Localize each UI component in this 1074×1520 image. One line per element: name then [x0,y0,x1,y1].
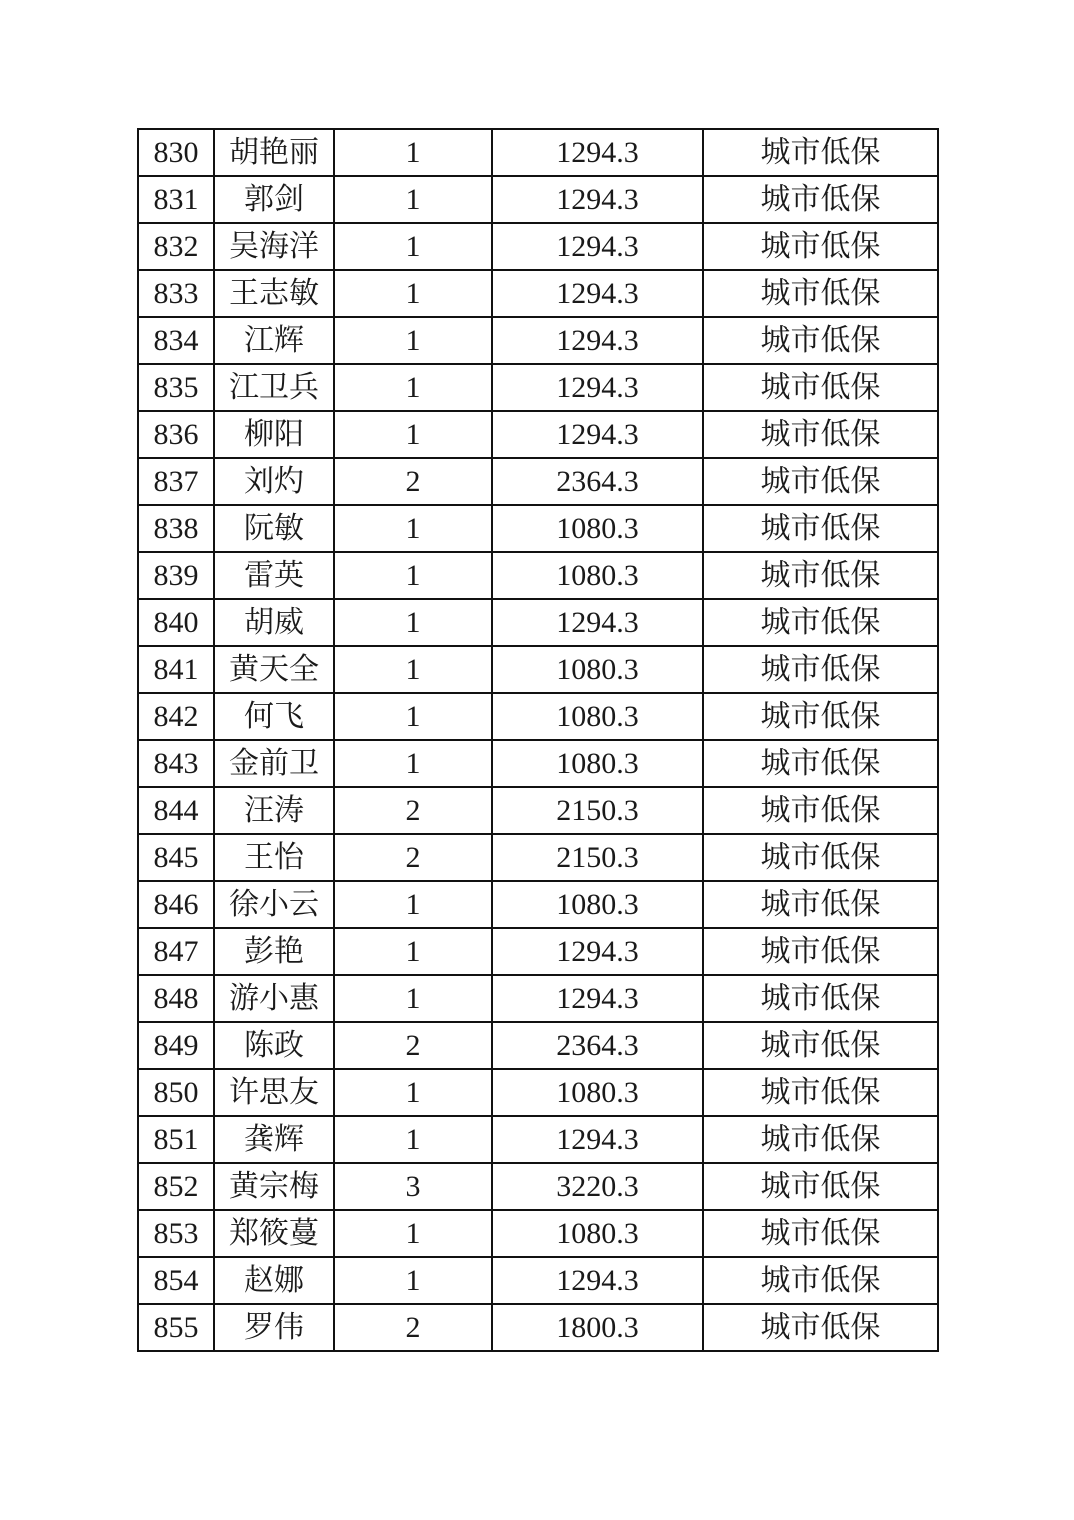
cell-row-number: 847 [138,928,214,975]
cell-name: 柳阳 [214,411,334,458]
cell-amount: 2364.3 [492,458,703,505]
cell-amount: 2364.3 [492,1022,703,1069]
cell-name: 游小惠 [214,975,334,1022]
cell-name: 王志敏 [214,270,334,317]
cell-category: 城市低保 [703,176,938,223]
cell-amount: 1080.3 [492,646,703,693]
cell-amount: 1294.3 [492,599,703,646]
table-row [138,317,938,364]
table-row [138,223,938,270]
cell-person-count: 1 [334,270,492,317]
cell-row-number: 843 [138,740,214,787]
table-row [138,975,938,1022]
cell-name: 陈政 [214,1022,334,1069]
cell-amount: 1294.3 [492,317,703,364]
cell-name: 金前卫 [214,740,334,787]
cell-row-number: 841 [138,646,214,693]
cell-person-count: 1 [334,1069,492,1116]
table-row [138,364,938,411]
cell-amount: 3220.3 [492,1163,703,1210]
table-row [138,740,938,787]
table-row [138,646,938,693]
cell-name: 汪涛 [214,787,334,834]
cell-amount: 1294.3 [492,975,703,1022]
cell-amount: 1294.3 [492,176,703,223]
table-row [138,1116,938,1163]
cell-row-number: 842 [138,693,214,740]
table-row [138,1257,938,1304]
cell-name: 刘灼 [214,458,334,505]
cell-name: 雷英 [214,552,334,599]
cell-category: 城市低保 [703,740,938,787]
cell-person-count: 1 [334,505,492,552]
cell-amount: 1080.3 [492,1210,703,1257]
cell-name: 黄宗梅 [214,1163,334,1210]
table-row [138,881,938,928]
cell-category: 城市低保 [703,1257,938,1304]
cell-name: 江卫兵 [214,364,334,411]
cell-category: 城市低保 [703,1069,938,1116]
cell-person-count: 1 [334,411,492,458]
cell-row-number: 850 [138,1069,214,1116]
cell-name: 赵娜 [214,1257,334,1304]
cell-person-count: 1 [334,364,492,411]
cell-person-count: 1 [334,1116,492,1163]
cell-row-number: 830 [138,129,214,176]
table-row [138,270,938,317]
cell-person-count: 1 [334,881,492,928]
cell-category: 城市低保 [703,458,938,505]
cell-person-count: 2 [334,1022,492,1069]
table-row [138,1304,938,1351]
cell-amount: 1294.3 [492,364,703,411]
cell-category: 城市低保 [703,834,938,881]
table-row [138,928,938,975]
cell-row-number: 837 [138,458,214,505]
cell-category: 城市低保 [703,1210,938,1257]
cell-name: 郭剑 [214,176,334,223]
cell-person-count: 1 [334,223,492,270]
table-row [138,458,938,505]
cell-person-count: 1 [334,1257,492,1304]
benefits-table [137,128,939,1352]
cell-person-count: 1 [334,317,492,364]
cell-amount: 1294.3 [492,129,703,176]
table-row [138,1210,938,1257]
cell-name: 黄天全 [214,646,334,693]
cell-category: 城市低保 [703,881,938,928]
cell-amount: 1080.3 [492,693,703,740]
cell-amount: 1080.3 [492,552,703,599]
cell-category: 城市低保 [703,975,938,1022]
cell-row-number: 838 [138,505,214,552]
cell-category: 城市低保 [703,223,938,270]
cell-row-number: 834 [138,317,214,364]
cell-person-count: 2 [334,787,492,834]
cell-name: 许思友 [214,1069,334,1116]
cell-amount: 1294.3 [492,411,703,458]
cell-person-count: 1 [334,693,492,740]
table-row [138,505,938,552]
cell-person-count: 2 [334,834,492,881]
cell-name: 龚辉 [214,1116,334,1163]
cell-row-number: 844 [138,787,214,834]
cell-category: 城市低保 [703,129,938,176]
cell-category: 城市低保 [703,317,938,364]
cell-amount: 1294.3 [492,1116,703,1163]
cell-category: 城市低保 [703,364,938,411]
cell-row-number: 835 [138,364,214,411]
cell-row-number: 832 [138,223,214,270]
cell-row-number: 840 [138,599,214,646]
cell-row-number: 854 [138,1257,214,1304]
cell-amount: 1080.3 [492,1069,703,1116]
cell-name: 王怡 [214,834,334,881]
table-row [138,1069,938,1116]
cell-category: 城市低保 [703,928,938,975]
table-row [138,552,938,599]
cell-name: 罗伟 [214,1304,334,1351]
cell-category: 城市低保 [703,693,938,740]
cell-row-number: 855 [138,1304,214,1351]
cell-category: 城市低保 [703,552,938,599]
cell-person-count: 2 [334,458,492,505]
cell-person-count: 3 [334,1163,492,1210]
cell-amount: 1080.3 [492,505,703,552]
cell-name: 吴海洋 [214,223,334,270]
cell-amount: 1294.3 [492,270,703,317]
cell-category: 城市低保 [703,270,938,317]
table-row [138,834,938,881]
cell-category: 城市低保 [703,599,938,646]
cell-name: 徐小云 [214,881,334,928]
cell-row-number: 833 [138,270,214,317]
table-row [138,1022,938,1069]
cell-row-number: 852 [138,1163,214,1210]
cell-row-number: 849 [138,1022,214,1069]
table-row [138,693,938,740]
cell-name: 胡艳丽 [214,129,334,176]
cell-person-count: 1 [334,928,492,975]
cell-name: 何飞 [214,693,334,740]
cell-amount: 1294.3 [492,223,703,270]
cell-category: 城市低保 [703,1163,938,1210]
cell-person-count: 1 [334,129,492,176]
table-row [138,129,938,176]
cell-row-number: 848 [138,975,214,1022]
cell-person-count: 1 [334,176,492,223]
cell-category: 城市低保 [703,1304,938,1351]
cell-name: 胡威 [214,599,334,646]
table-row [138,176,938,223]
cell-person-count: 1 [334,740,492,787]
cell-row-number: 846 [138,881,214,928]
cell-person-count: 1 [334,1210,492,1257]
cell-row-number: 853 [138,1210,214,1257]
cell-row-number: 839 [138,552,214,599]
table-row [138,1163,938,1210]
cell-person-count: 1 [334,552,492,599]
cell-person-count: 2 [334,1304,492,1351]
cell-amount: 2150.3 [492,787,703,834]
cell-category: 城市低保 [703,787,938,834]
cell-row-number: 845 [138,834,214,881]
cell-person-count: 1 [334,646,492,693]
cell-name: 江辉 [214,317,334,364]
cell-amount: 2150.3 [492,834,703,881]
cell-category: 城市低保 [703,505,938,552]
table-row [138,787,938,834]
cell-amount: 1800.3 [492,1304,703,1351]
cell-category: 城市低保 [703,1116,938,1163]
cell-name: 阮敏 [214,505,334,552]
cell-amount: 1080.3 [492,881,703,928]
cell-amount: 1294.3 [492,928,703,975]
cell-category: 城市低保 [703,1022,938,1069]
cell-name: 郑筱蔓 [214,1210,334,1257]
cell-row-number: 831 [138,176,214,223]
cell-amount: 1294.3 [492,1257,703,1304]
table-body [138,129,938,1351]
cell-category: 城市低保 [703,411,938,458]
cell-row-number: 836 [138,411,214,458]
cell-person-count: 1 [334,599,492,646]
table-row [138,599,938,646]
cell-name: 彭艳 [214,928,334,975]
cell-person-count: 1 [334,975,492,1022]
table-row [138,411,938,458]
cell-category: 城市低保 [703,646,938,693]
cell-amount: 1080.3 [492,740,703,787]
cell-row-number: 851 [138,1116,214,1163]
